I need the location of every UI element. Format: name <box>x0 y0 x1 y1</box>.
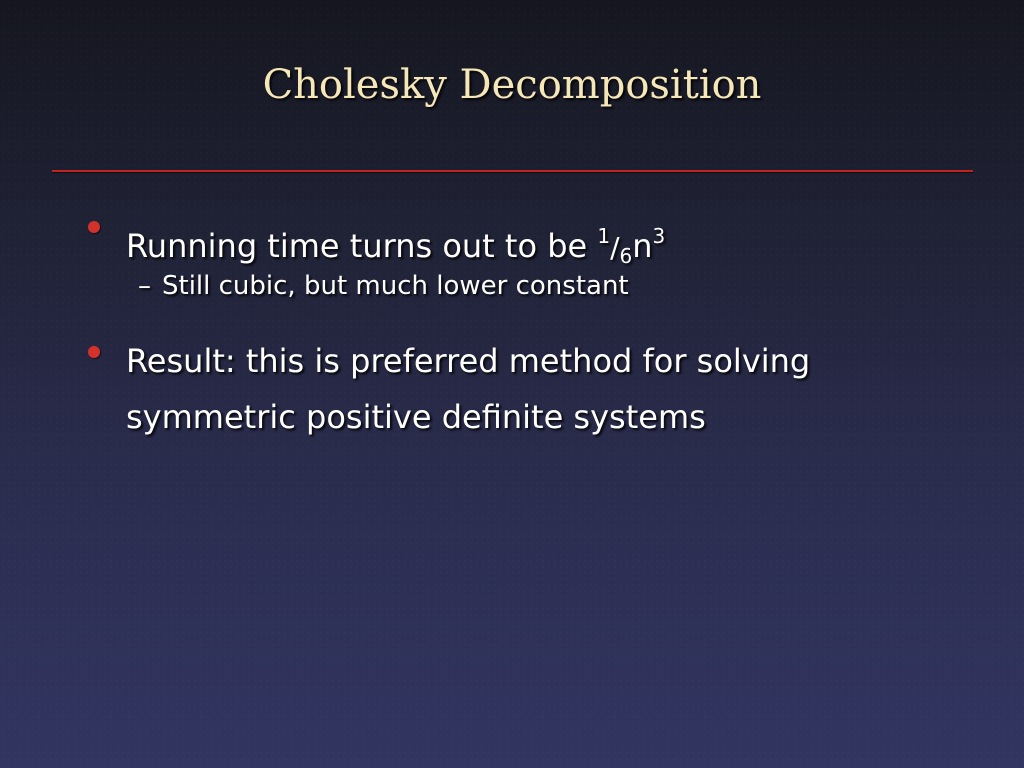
exponent: 3 <box>652 224 666 248</box>
bullet-dot-icon <box>88 221 100 233</box>
sub-bullet-still-cubic <box>138 268 629 304</box>
bullet-text: Result: this is preferred method for solving symmetric positive definite systems <box>126 342 811 436</box>
sub-bullet-text: Still cubic, but much lower constant <box>162 271 629 301</box>
bullet-text-prefix: Running time turns out to be <box>126 227 598 265</box>
sub-bullet-dash: – <box>138 271 151 301</box>
fraction-denominator: 6 <box>619 244 633 268</box>
bullet-dot-icon <box>88 346 100 358</box>
fraction-numerator: 1 <box>597 224 611 248</box>
slide-title: Cholesky Decomposition <box>262 62 762 108</box>
fraction-slash: / <box>610 231 620 264</box>
variable-n: n <box>632 227 653 265</box>
title-divider <box>52 170 973 172</box>
